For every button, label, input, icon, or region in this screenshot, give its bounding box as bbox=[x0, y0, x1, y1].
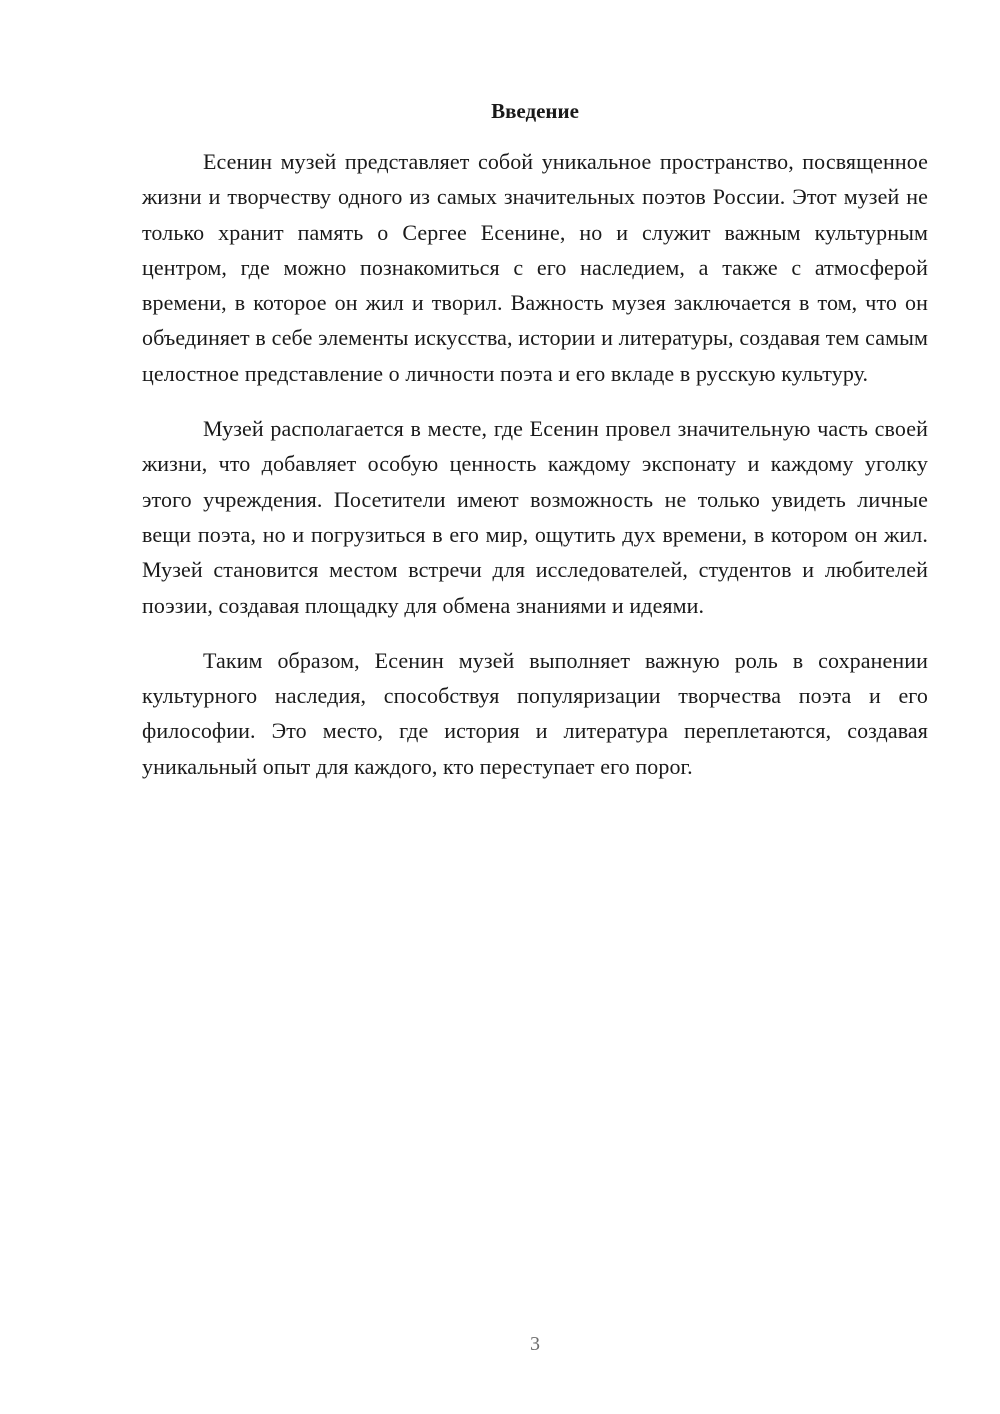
page-number: 3 bbox=[530, 1333, 540, 1355]
document-body bbox=[142, 144, 928, 804]
section-heading: Введение bbox=[491, 99, 579, 123]
paragraph-1: Есенин музей представляет собой уникальное пространство, посвященное жизни и творчеству одного из самых значительных поэтов России. Этот музей не только хранит память о Сергее Есенине, но и служит важным культурным центром, где можно познакомиться с его наследием, а также с атмосферой времени, в которое он жил и творил. Важность музея заключается в том, что он объединяет в себе элементы искусства, истории и литературы, создавая тем самым целостное представление о личности поэта и его вкладе в русскую культуру. bbox=[142, 149, 928, 386]
paragraph-2: Музей располагается в месте, где Есенин провел значительную часть своей жизни, что добавляет особую ценность каждому экспонату и каждому уголку этого учреждения. Посетители имеют возможность не только увидеть личные вещи поэта, но и погрузиться в его мир, ощутить дух времени, в котором он жил. Музей становится местом встречи для исследователей, студентов и любителей поэзии, создавая площадку для обмена знаниями и идеями. bbox=[142, 416, 928, 618]
paragraph-3: Таким образом, Есенин музей выполняет важную роль в сохранении культурного наследия, способствуя популяризации творчества поэта и его философии. Это место, где история и литература переплетаются, создавая уникальный опыт для каждого, кто переступает его порог. bbox=[142, 647, 928, 779]
